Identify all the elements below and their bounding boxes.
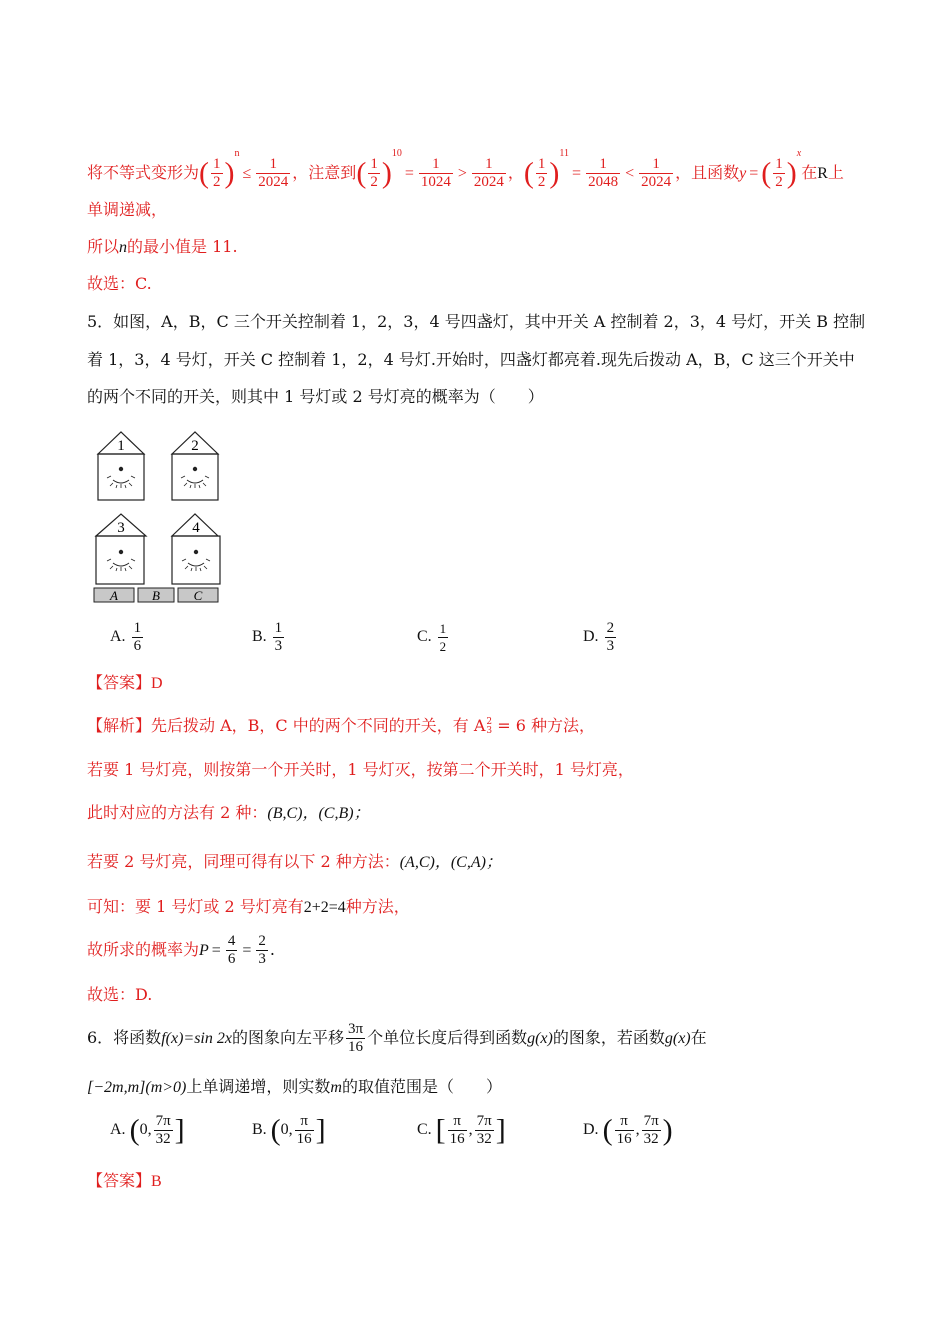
exponent: x: [796, 148, 802, 159]
analysis-math: (A,C)，(C,A)；: [399, 854, 502, 871]
frac-den: 16: [348, 1039, 364, 1055]
lamp-switch-figure: [88, 428, 228, 608]
q6-math: g(x): [527, 1030, 553, 1047]
frac-num: 7π: [643, 1113, 659, 1129]
frac-den: 2048: [588, 174, 619, 190]
exponent: 11: [559, 148, 570, 159]
house-4: [172, 514, 220, 584]
frac-den: 2: [213, 174, 221, 190]
analysis-text: 种方法，: [345, 897, 410, 916]
q5-analysis-line5: [87, 897, 410, 918]
frac-den: 32: [643, 1131, 659, 1147]
frac-num: 1: [370, 156, 378, 172]
analysis-text: 此时对应的方法有 2 种：: [87, 803, 268, 822]
frac-den: 2: [370, 174, 378, 190]
q6-stem-line1: [87, 1018, 707, 1058]
frac-num: 7π: [155, 1113, 171, 1129]
frac-den: 32: [155, 1131, 171, 1147]
choice-letter: C.: [417, 1121, 432, 1139]
var-P: P: [199, 942, 209, 959]
frac-den: 6: [133, 638, 142, 654]
frac-num: 1: [439, 621, 447, 636]
q4-text: ，且函数: [675, 163, 740, 182]
q6-choice-c[interactable]: C. [ $\frac{\pi}{16}$ , $\frac{7\pi}{32}$ ]: [417, 1113, 506, 1147]
answer-value: B: [151, 1173, 162, 1190]
frac-num: 1: [213, 156, 221, 172]
q4-text: 将不等式变形为: [87, 163, 200, 182]
answer-tag: 【答案】: [87, 1171, 152, 1190]
frac-num: 2: [258, 933, 266, 949]
frac-den: 3: [258, 951, 266, 967]
choice-letter: C.: [417, 628, 432, 646]
house-2: [172, 432, 218, 500]
q6-answer: [87, 1171, 162, 1192]
q5-stem-line2: 着 1，3，4 号灯，开关 C 控制着 1，2，4 号灯.开始时，四盏灯都亮着.现先后拨动 A，B，C 这三个开关中: [87, 350, 855, 369]
q5-stem-line1: 5．如图，A，B，C 三个开关控制着 1，2，3，4 号四盏灯，其中开关 A 控制着 2，3，4 号灯，开关 B 控制: [87, 312, 866, 331]
switch-C: [178, 588, 218, 603]
analysis-tag: 【解析】: [87, 716, 152, 735]
bracket: ]: [174, 1113, 185, 1147]
q5-stem-line3: 的两个不同的开关，则其中 1 号灯或 2 号灯亮的概率为（ ）: [87, 387, 544, 406]
frac-num: 1: [472, 156, 506, 174]
frac-num: π: [615, 1113, 634, 1131]
q6-choice-d[interactable]: D. ( $\frac{\pi}{16}$ , $\frac{7\pi}{32}$ ): [583, 1113, 673, 1147]
choice-letter: B.: [252, 628, 267, 646]
q5-choice-c[interactable]: [417, 620, 450, 655]
q6-text: 在: [690, 1028, 707, 1047]
frac-num: 1: [775, 156, 783, 172]
q6-text: 的图象向左平移: [231, 1028, 344, 1047]
analysis-math: (B,C)，(C,B)；: [267, 805, 370, 822]
exponent: n: [234, 148, 240, 159]
q4-text: 上: [827, 163, 844, 182]
q5-answer: [87, 673, 163, 694]
frac-num: 3π: [347, 1021, 364, 1037]
frac-num: 2: [606, 620, 615, 636]
frac-num: π: [448, 1113, 467, 1131]
frac-num: 1: [133, 620, 142, 636]
q4-line4: 故选：C.: [87, 274, 152, 293]
q6-math: f(x)=sin 2x: [161, 1030, 232, 1047]
analysis-math: 2+2=4: [303, 899, 346, 916]
bracket: (: [129, 1113, 140, 1147]
frac-den: 1024: [420, 174, 451, 190]
frac-den: 2: [439, 639, 447, 654]
q6-text: 的图象，若函数: [552, 1028, 665, 1047]
var-y: y: [739, 165, 747, 182]
frac-num: 1: [256, 156, 290, 174]
choice-letter: A.: [110, 628, 126, 646]
answer-value: D: [151, 675, 163, 692]
q4-line3: [87, 237, 238, 258]
bulb-icon: [107, 467, 135, 488]
q5-analysis-line1: [87, 716, 595, 736]
interval-left: 0,: [139, 1121, 152, 1139]
q6-math: [−2m,m](m>0): [87, 1079, 187, 1096]
bracket: (: [602, 1113, 613, 1147]
frac-den: 2024: [258, 174, 289, 190]
analysis-text: 故所求的概率为: [87, 940, 200, 959]
house-label: 2: [191, 438, 199, 454]
frac-num: 1: [537, 156, 546, 172]
q4-text: ，: [507, 163, 524, 182]
house-label: 4: [192, 520, 200, 536]
frac-num: 1: [274, 620, 283, 636]
set-R: R: [817, 165, 828, 182]
choice-letter: D.: [583, 1121, 599, 1139]
var-m: m: [330, 1079, 342, 1096]
house-label: 1: [117, 438, 125, 454]
switch-B: [138, 588, 174, 603]
frac-num: 1: [586, 156, 620, 174]
frac-den: 16: [296, 1131, 312, 1147]
exponent: 10: [391, 148, 402, 159]
q4-text: 在: [801, 163, 818, 182]
frac-num: 7π: [476, 1113, 492, 1129]
analysis-text: 可知：要 1 号灯或 2 号灯亮有: [87, 897, 304, 916]
analysis-text: 若要 2 号灯亮，同理可得有以下 2 种方法：: [87, 852, 400, 871]
var-n: n: [119, 239, 128, 256]
q4-text: ，注意到: [292, 163, 357, 182]
q4-line2: 单调递减，: [87, 200, 168, 219]
switch-label: B: [152, 588, 160, 603]
bulb-icon: [182, 550, 210, 571]
q6-choice-b[interactable]: [252, 1113, 326, 1148]
frac-num: 4: [227, 933, 236, 949]
q6-stem-line2: [87, 1077, 502, 1098]
q6-text: 上单调递增，则实数: [186, 1077, 331, 1096]
switch-A: [94, 588, 134, 603]
choice-letter: D.: [583, 628, 599, 646]
switch-label: A: [110, 588, 118, 603]
q6-text: 的取值范围是（ ）: [341, 1077, 502, 1096]
analysis-text: 先后拨动 A，B，C 中的两个不同的开关，有 A: [151, 716, 486, 735]
q6-math: g(x): [664, 1030, 691, 1047]
bracket: ]: [315, 1113, 326, 1147]
frac-num: 1: [639, 156, 673, 174]
frac-den: 32: [476, 1131, 492, 1147]
frac-den: 16: [449, 1131, 465, 1147]
analysis-text: = 6 种方法，: [492, 716, 595, 735]
frac-den: 2: [775, 174, 783, 190]
q5-analysis-line7: 故选：D.: [87, 985, 153, 1004]
frac-den: 2024: [473, 174, 504, 190]
house-label: 3: [117, 520, 125, 536]
q5-analysis-line6: 故所求的概率为P = $\frac{4}{6}$ = $\frac{2}{3}$ .: [87, 933, 275, 967]
switch-label: C: [193, 588, 203, 603]
q4-line1: 将不等式变形为( $\frac{1}{2}$ )$^n$≤ $\frac{1}{2024}$ ，注意到( $\frac{1}{2}$ )$^{10}$= $\frac{1}{1024}$ > $\frac{1}{2024}$ ，( $\frac{1}{2}$ )$^{11}$= $\frac{1}{2048}$ < $\frac{1}{2024}$ ，且函数y = ( $\frac{1}{2}$ )$^x$在R上: [87, 148, 844, 190]
q4-text: 的最小值是 11.: [127, 237, 238, 256]
q5-analysis-line2: 若要 1 号灯亮，则按第一个开关时，1 号灯灭，按第二个开关时，1 号灯亮，: [87, 760, 634, 779]
frac-num: π: [295, 1113, 314, 1131]
frac-num: 1: [419, 156, 453, 174]
frac-den: 3: [274, 638, 283, 654]
q5-choice-a[interactable]: [110, 620, 145, 655]
frac-den: 2: [537, 174, 546, 190]
perm-sup: 2: [486, 716, 493, 727]
bracket: [: [435, 1113, 446, 1147]
house-1: [98, 432, 144, 500]
bracket: (: [270, 1113, 281, 1147]
answer-tag: 【答案】: [87, 673, 152, 692]
q6-text: 6．将函数: [87, 1028, 162, 1047]
bulb-icon: [181, 467, 209, 488]
q6-choice-a[interactable]: [110, 1113, 185, 1148]
q4-text: 所以: [87, 237, 120, 256]
frac-den: 16: [616, 1131, 632, 1147]
q5-analysis-line4: [87, 852, 502, 873]
house-3: [96, 514, 146, 584]
choice-letter: B.: [252, 1121, 267, 1139]
interval-left: 0,: [280, 1121, 293, 1139]
frac-den: 2024: [641, 174, 672, 190]
q5-analysis-line3: [87, 803, 370, 824]
q5-choice-b[interactable]: [252, 620, 286, 655]
frac-den: 3: [606, 638, 615, 654]
bulb-icon: [107, 550, 135, 571]
q6-text: 个单位长度后得到函数: [367, 1028, 528, 1047]
frac-den: 6: [227, 951, 236, 967]
choice-letter: A.: [110, 1121, 126, 1139]
bracket: ]: [495, 1113, 506, 1147]
q5-choice-d[interactable]: [583, 620, 618, 655]
bracket: ): [662, 1113, 673, 1147]
perm-sub: 3: [486, 725, 493, 736]
